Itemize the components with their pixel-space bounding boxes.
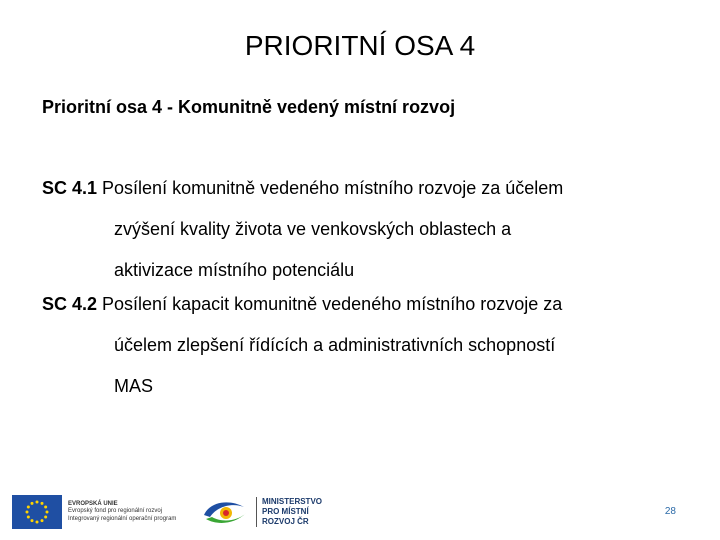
ministry-logo-icon xyxy=(200,495,250,529)
logo-divider xyxy=(256,497,257,527)
objective-text: Posílení kapacit komunitně vedeného místního rozvoje za xyxy=(97,294,563,314)
eu-star-icon xyxy=(36,521,39,524)
ministry-line: MINISTERSTVO xyxy=(262,497,323,506)
eu-label: EVROPSKÁ UNIE xyxy=(68,500,118,507)
eu-star-icon xyxy=(46,511,49,514)
objective-code: SC 4.2 xyxy=(42,294,98,314)
fund-label: Evropský fond pro regionální rozvoj xyxy=(68,508,163,515)
objective-continuation: účelem zlepšení řídících a administrativních schopností xyxy=(114,335,556,355)
eu-star-icon xyxy=(44,516,47,519)
footer-logos xyxy=(12,494,322,530)
ministry-line: ROZVOJ ČR xyxy=(262,517,309,526)
eu-star-icon xyxy=(41,502,44,505)
eu-star-icon xyxy=(31,502,34,505)
page-number: 28 xyxy=(664,506,676,517)
objective-text: Posílení komunitně vedeného místního rozvoje za účelem xyxy=(97,178,564,198)
eu-star-icon xyxy=(27,506,30,509)
objective-continuation: zvýšení kvality života ve venkovských oblastech a xyxy=(114,219,512,239)
eu-program-text xyxy=(68,501,186,524)
eu-star-icon xyxy=(36,501,39,504)
eu-star-icon xyxy=(44,506,47,509)
eu-star-icon xyxy=(27,516,30,519)
program-label: Integrovaný regionální operační program xyxy=(68,515,177,522)
objective-continuation: aktivizace místního potenciálu xyxy=(114,260,355,280)
eu-star-icon xyxy=(26,511,29,514)
eu-star-icon xyxy=(41,519,44,522)
ministry-line: PRO MÍSTNÍ xyxy=(262,507,309,516)
objective-4-2 xyxy=(42,284,692,407)
priority-axis-subtitle: Prioritní osa 4 - Komunitně vedený místní rozvoj xyxy=(42,97,456,117)
ministry-name xyxy=(262,497,322,527)
objective-continuation: MAS xyxy=(114,376,154,396)
slide-title: PRIORITNÍ OSA 4 xyxy=(244,30,476,61)
objective-code: SC 4.1 xyxy=(42,178,98,198)
eu-flag-icon xyxy=(12,495,62,529)
objective-4-1 xyxy=(42,168,692,291)
eu-star-icon xyxy=(31,519,34,522)
